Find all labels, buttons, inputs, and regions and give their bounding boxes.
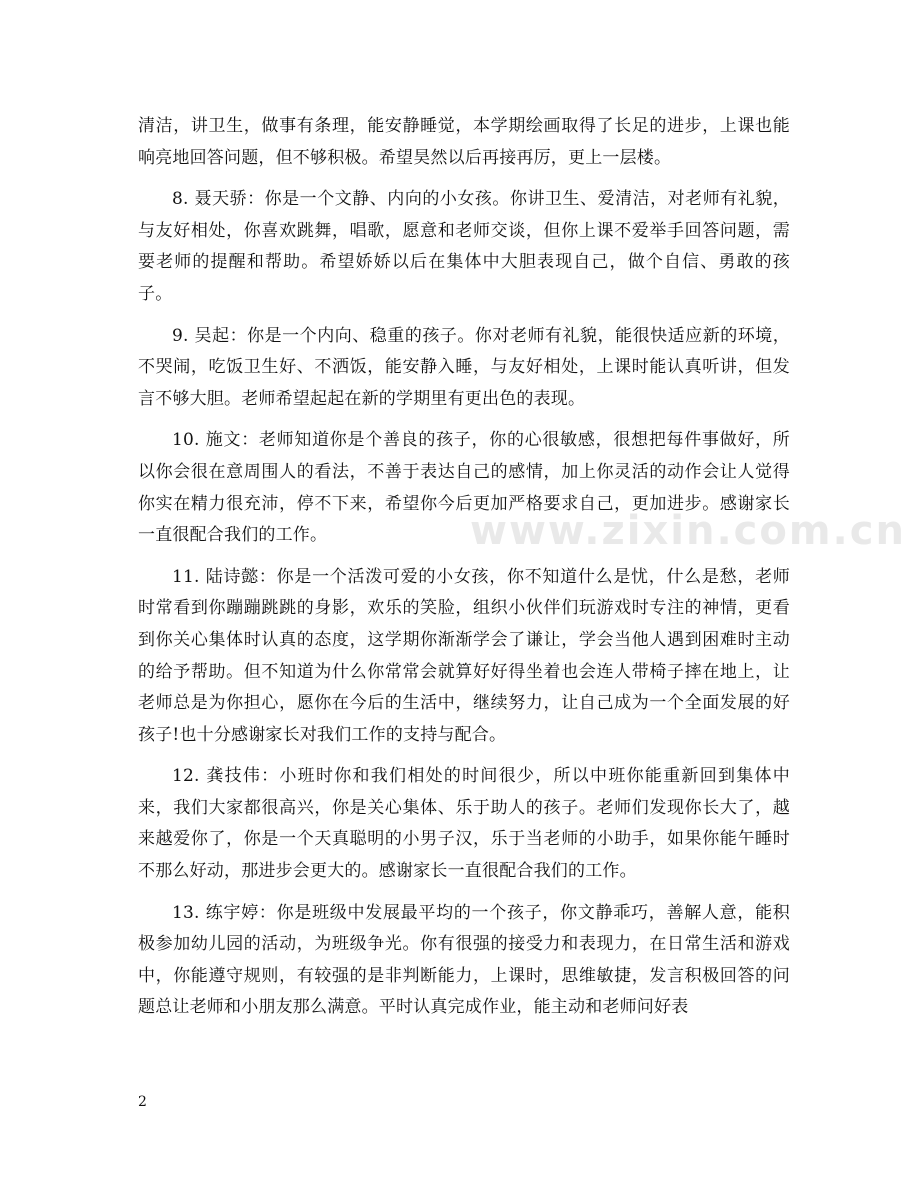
paragraph-comment-11: 11. 陆诗懿：你是一个活泼可爱的小女孩，你不知道什么是忧，什么是愁，老师时常看到你蹦蹦跳跳的身影，欢乐的笑脸，组织小伙伴们玩游戏时专注的神情，更看到你关心集体时认真的态度，这学期你渐渐学会了谦让，学会当他人遇到困难时主动的给予帮助。但不知道为什么你常常会就算好好得坐着也会连人带椅子摔在地上，让老师总是为你担心，愿你在今后的生活中，继续努力，让自己成为一个全面发展的好孩子!也十分感谢家长对我们工作的支持与配合。	[138, 566, 790, 745]
watermark: www.zixin.com.cn	[470, 508, 906, 554]
paragraph-continuation: 清洁，讲卫生，做事有条理，能安静睡觉，本学期绘画取得了长足的进步，上课也能响亮地回答问题，但不够积极。希望昊然以后再接再厉，更上一层楼。	[138, 116, 790, 168]
paragraph-comment-13: 13. 练宇婷：你是班级中发展最平均的一个孩子，你文静乖巧，善解人意，能积极参加幼儿园的活动，为班级争光。你有很强的接受力和表现力，在日常生活和游戏中，你能遵守规则，有较强的是非判断能力，上课时，思维敏捷，发言积极回答的问题总让老师和小朋友那么满意。平时认真完成作业，能主动和老师问好表	[138, 902, 790, 1018]
page-number: 2	[138, 1094, 147, 1110]
paragraph-comment-9: 9. 吴起：你是一个内向、稳重的孩子。你对老师有礼貌，能很快适应新的环境，不哭闹，吃饭卫生好、不洒饭，能安静入睡，与友好相处，上课时能认真听讲，但发言不够大胆。老师希望起起在新的学期里有更出色的表现。	[138, 325, 790, 409]
document-body	[138, 111, 790, 1034]
paragraph-comment-10: 10. 施文：老师知道你是个善良的孩子，你的心很敏感，很想把每件事做好，所以你会很在意周围人的看法，不善于表达自己的感情，加上你灵活的动作会让人觉得你实在精力很充沛，停不下来，希望你今后更加严格要求自己，更加进步。感谢家长一直很配合我们的工作。	[138, 430, 790, 546]
paragraph-comment-8: 8. 聂天骄：你是一个文静、内向的小女孩。你讲卫生、爱清洁，对老师有礼貌，与友好相处，你喜欢跳舞，唱歌，愿意和老师交谈，但你上课不爱举手回答问题，需要老师的提醒和帮助。希望娇娇以后在集体中大胆表现自己，做个自信、勇敢的孩子。	[138, 189, 790, 304]
paragraph-comment-12: 12. 龚技伟：小班时你和我们相处的时间很少，所以中班你能重新回到集体中来，我们大家都很高兴，你是关心集体、乐于助人的孩子。老师们发现你长大了，越来越爱你了，你是一个天真聪明的小男子汉，乐于当老师的小助手，如果你能午睡时不那么好动，那进步会更大的。感谢家长一直很配合我们的工作。	[138, 766, 790, 882]
